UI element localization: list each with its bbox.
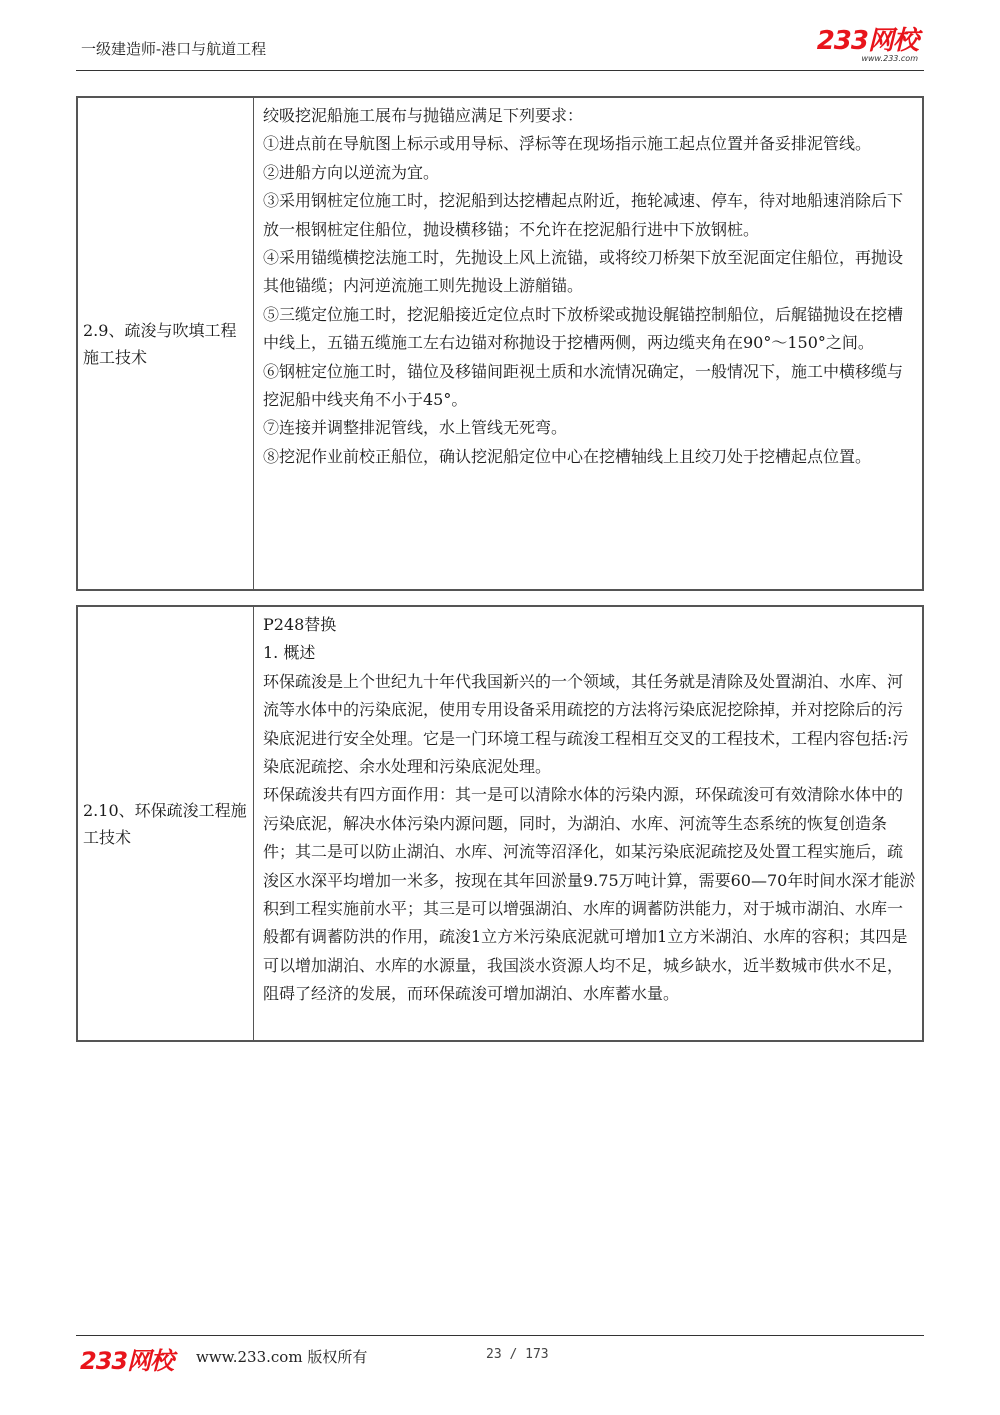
brand-logo xyxy=(817,28,918,63)
section-label: 2.9、疏浚与吹填工程施工技术 xyxy=(77,97,254,590)
paragraph: ⑥钢桩定位施工时，锚位及移锚间距视土质和水流情况确定，一般情况下，施工中横移缆与挖泥船中线夹角不小于45°。 xyxy=(263,361,904,410)
paragraph: ⑦连接并调整排泥管线，水上管线无死弯。 xyxy=(263,418,568,438)
section-table-2-10 xyxy=(76,605,924,1042)
paragraph: 环保疏浚是上个世纪九十年代我国新兴的一个领域，其任务就是清除及处置湖泊、水库、河流等水体中的污染底泥，使用专用设备采用疏挖的方法将污染底泥挖除掉，并对挖除后的污染底泥进行安全处理。它是一门环境工程与疏浚工程相互交叉的工程技术，工程内容包括:污染底泥疏挖、余水处理和污染底泥处理。 xyxy=(263,671,909,777)
paragraph: ⑧挖泥作业前校正船位，确认挖泥船定位中心在挖槽轴线上且绞刀处于挖槽起点位置。 xyxy=(263,446,872,466)
page-number: 23 / 173 xyxy=(486,1347,549,1362)
footer-copyright: www.233.com 版权所有 xyxy=(196,1348,368,1366)
paragraph: ③采用钢桩定位施工时，挖泥船到达挖槽起点附近，拖轮减速、停车，待对地船速消除后下放一根钢桩定住船位，抛设横移锚；不允许在挖泥船行进中下放钢桩。 xyxy=(263,191,904,239)
brand-logo-text: 233网校 xyxy=(816,26,918,56)
paragraph: 绞吸挖泥船施工展布与抛锚应满足下列要求： xyxy=(263,106,584,125)
footer-logo: 233网校 xyxy=(80,1347,174,1375)
paragraph: ①进点前在导航图上标示或用导标、浮标等在现场指示施工起点位置并备妥排泥管线。 xyxy=(263,134,872,154)
paragraph: ⑤三缆定位施工时，挖泥船接近定位点时下放桥梁或抛设艉锚控制船位，后艉锚抛设在挖槽中线上，五锚五缆施工左右边锚对称抛设于挖槽两侧，两边缆夹角在90°～150°之间。 xyxy=(263,304,904,353)
paragraph: 1. 概述 xyxy=(263,643,316,663)
paragraph: 环保疏浚共有四方面作用：其一是可以清除水体的污染内源，环保疏浚可有效清除水体中的污染底泥，解决水体污染内源问题，同时，为湖泊、水库、河流等生态系统的恢复创造条件；其二是可以防止湖泊、水库、河流等沼泽化，如某污染底泥疏挖及处置工程实施后，疏浚区水深平均增加一米多，按现在其年回淤量9.75万吨计算，需要60—70年时间水深才能淤积到工程实施前水平；其三是可以增强湖泊、水库的调蓄防洪能力，对于城市湖泊、水库一般都有调蓄防洪的作用，疏浚1立方米污染底泥就可增加1立方米湖泊、水库的容积；其四是可以增加湖泊、水库的水源量，我国淡水资源人均不足，城乡缺水，近半数城市供水不足，阻碍了经济的发展，而环保疏浚可增加湖泊、水库蓄水量。 xyxy=(263,785,916,1004)
brand-logo-url: www.233.com xyxy=(861,54,918,63)
footer-divider xyxy=(76,1335,924,1336)
page-header-title: 一级建造师-港口与航道工程 xyxy=(81,40,267,58)
paragraph: P248替换 xyxy=(263,615,337,634)
paragraph: ②进船方向以逆流为宜。 xyxy=(263,162,440,182)
section-content xyxy=(254,606,924,1041)
section-label: 2.10、环保疏浚工程施工技术 xyxy=(77,606,254,1041)
section-content xyxy=(254,97,924,590)
section-table-2-9 xyxy=(76,96,924,591)
paragraph: ④采用锚缆横挖法施工时，先抛设上风上流锚，或将绞刀桥架下放至泥面定住船位，再抛设其他锚缆；内河逆流施工则先抛设上游艏锚。 xyxy=(263,248,904,296)
header-divider xyxy=(76,70,924,71)
